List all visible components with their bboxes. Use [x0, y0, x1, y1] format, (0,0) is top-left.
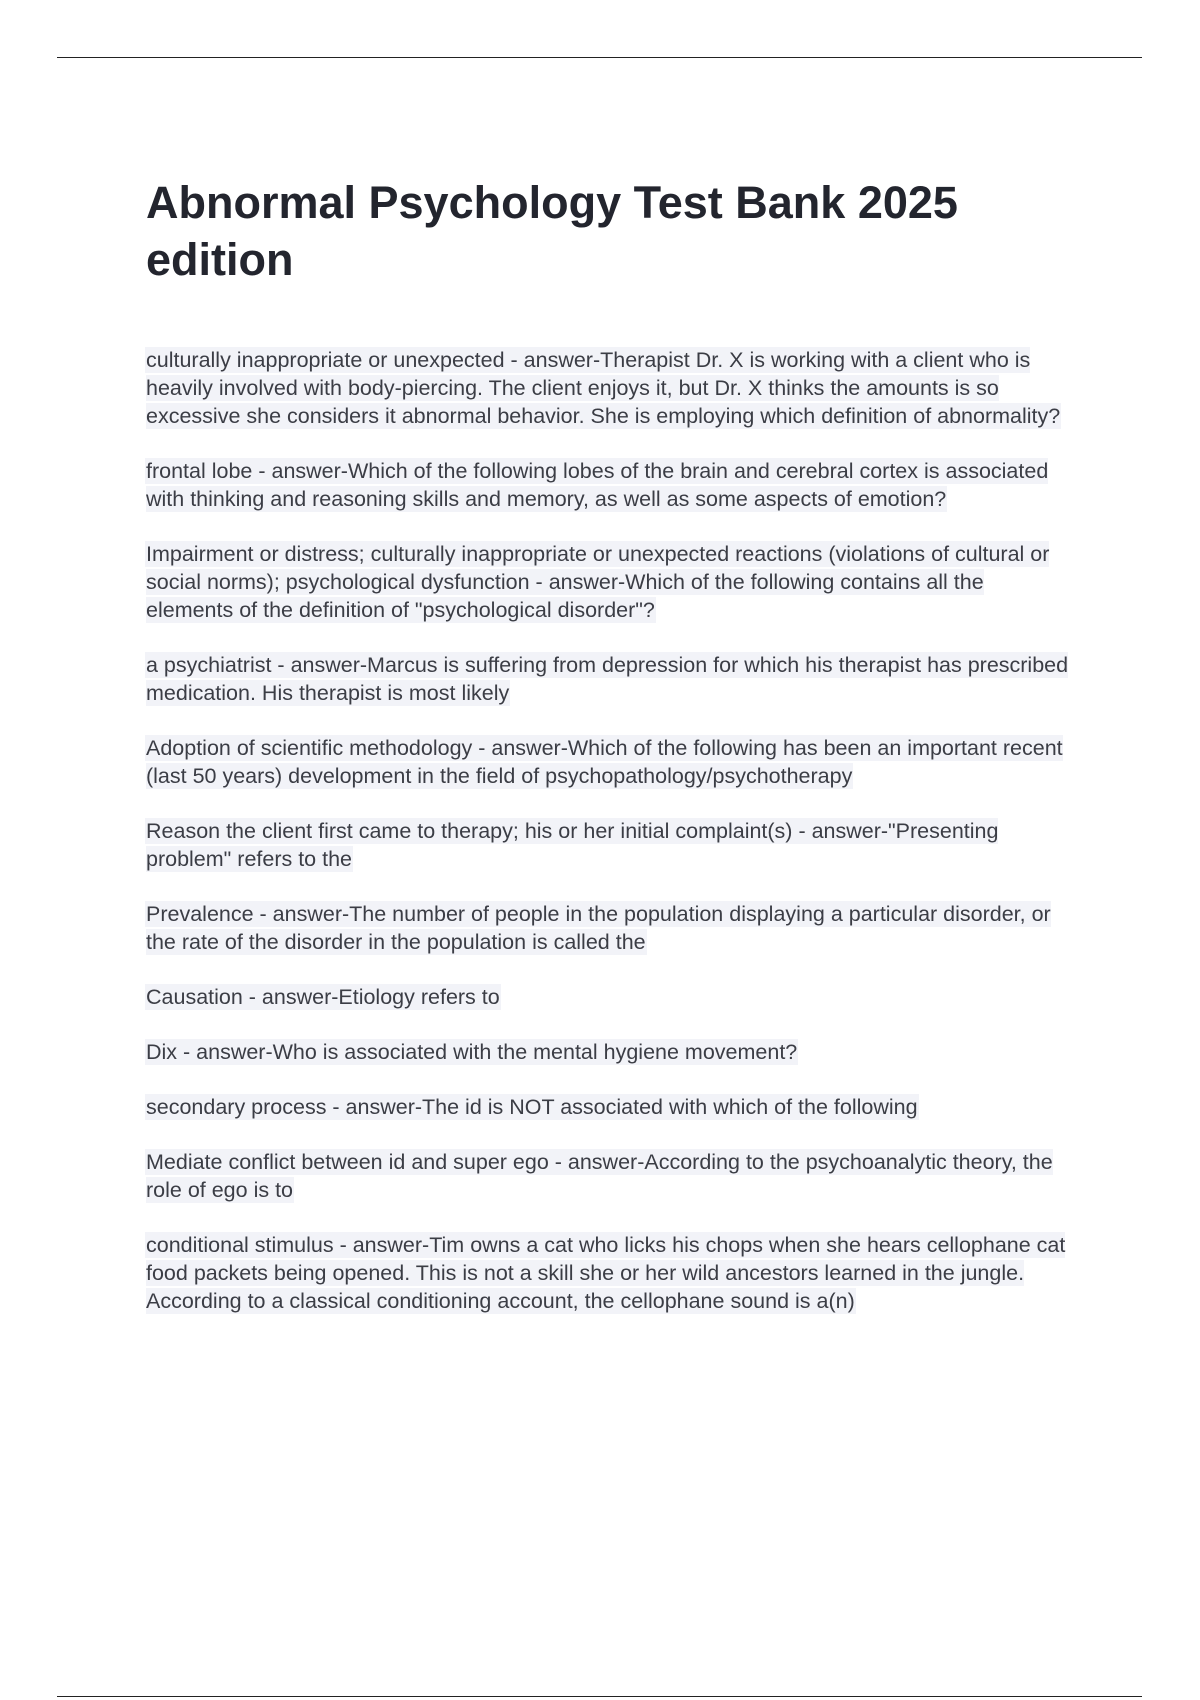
- qa-item: [146, 1231, 1074, 1315]
- qa-text: Impairment or distress; culturally inappropriate or unexpected reactions (violations of cultural or social norms); psychological dysfunction - answer-Which of the following contains all the elements of the definition of "psychological disorder"?: [146, 542, 1050, 622]
- qa-item: [146, 817, 1074, 873]
- qa-item: [146, 1038, 1074, 1066]
- top-rule: [57, 57, 1142, 58]
- qa-text: Dix - answer-Who is associated with the mental hygiene movement?: [146, 1040, 798, 1064]
- qa-item: [146, 346, 1074, 430]
- qa-text: culturally inappropriate or unexpected - answer-Therapist Dr. X is working with a client who is heavily involved with body-piercing. The client enjoys it, but Dr. X thinks the amounts is so excessive she considers it abnormal behavior. She is employing which definition of abnormality?: [146, 348, 1061, 428]
- bottom-rule: [57, 1696, 1142, 1697]
- qa-item: [146, 1093, 1074, 1121]
- qa-text: Reason the client first came to therapy; his or her initial complaint(s) - answer-"Presenting problem" refers to the: [146, 819, 999, 871]
- qa-text: frontal lobe - answer-Which of the following lobes of the brain and cerebral cortex is associated with thinking and reasoning skills and memory, as well as some aspects of emotion?: [146, 459, 1049, 511]
- qa-text: a psychiatrist - answer-Marcus is suffering from depression for which his therapist has prescribed medication. His therapist is most likely: [146, 653, 1069, 705]
- qa-text: Adoption of scientific methodology - answer-Which of the following has been an important recent (last 50 years) development in the field of psychopathology/psychotherapy: [146, 736, 1063, 788]
- qa-text: Prevalence - answer-The number of people in the population displaying a particular disorder, or the rate of the disorder in the population is called the: [146, 902, 1051, 954]
- document-title: Abnormal Psychology Test Bank 2025 edition: [146, 177, 958, 285]
- qa-text: Causation - answer-Etiology refers to: [146, 985, 500, 1009]
- qa-item: [146, 734, 1074, 790]
- qa-text: Mediate conflict between id and super ego - answer-According to the psychoanalytic theory, the role of ego is to: [146, 1150, 1053, 1202]
- qa-text: secondary process - answer-The id is NOT associated with which of the following: [146, 1095, 918, 1119]
- qa-item: [146, 540, 1074, 624]
- qa-item: [146, 983, 1074, 1011]
- qa-list: [146, 346, 1074, 1315]
- qa-item: [146, 651, 1074, 707]
- qa-item: [146, 457, 1074, 513]
- qa-text: conditional stimulus - answer-Tim owns a cat who licks his chops when she hears cellophane cat food packets being opened. This is not a skill she or her wild ancestors learned in the jungle. According to a classical conditioning account, the cellophane sound is a(n): [146, 1233, 1066, 1313]
- qa-item: [146, 1148, 1074, 1204]
- document-content: [146, 174, 1074, 1342]
- qa-item: [146, 900, 1074, 956]
